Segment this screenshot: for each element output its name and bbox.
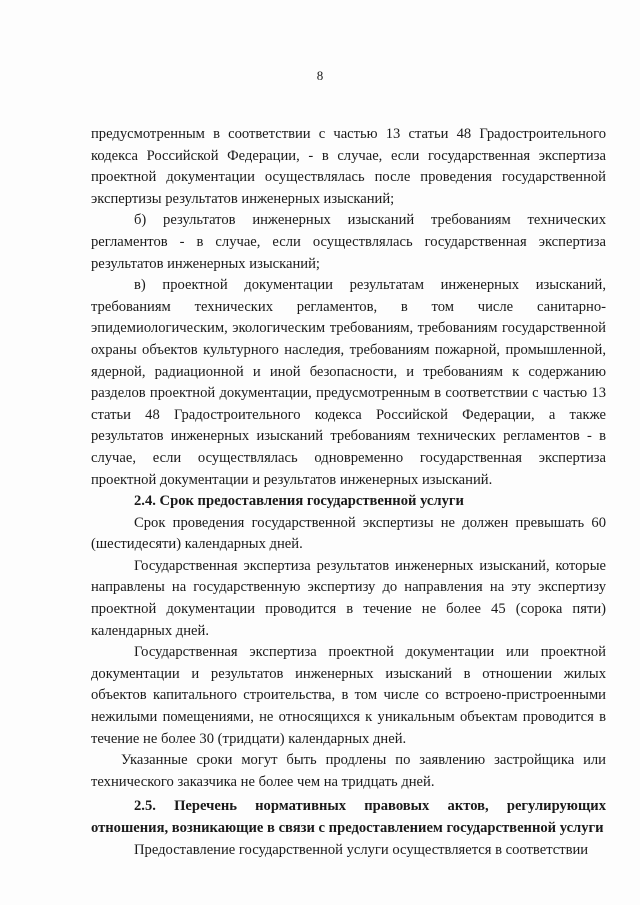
paragraph-term-surveys: Государственная экспертиза результатов инженерных изысканий, которые направлены на государственную экспертизу до направления на эту экспертизу проектной документации проводится в течение не более 45 (сорока пяти) календарных дней. bbox=[91, 557, 606, 639]
paragraph-term-general: Срок проведения государственной экспертизы не должен превышать 60 (шестидесяти) календарных дней. bbox=[91, 514, 606, 553]
paragraph-regulation-start: Предоставление государственной услуги осуществляется в соответствии bbox=[134, 841, 589, 858]
paragraph-continuation: предусмотренным в соответствии с частью 13 статьи 48 Градостроительного кодекса Российской Федерации, - в случае, если государственная экспертиза проектной документации осуществлялась после проведения государственной экспертизы результатов инженерных изысканий; bbox=[91, 126, 606, 207]
paragraph-term-housing: Государственная экспертиза проектной документации или проектной документации и результатов инженерных изысканий в отношении жилых объектов капитального строительства, в том числе со встроено-пристроенными нежилыми помещениями, не относящихся к уникальным объектам проводится в течение не более 30 (тридцати) календарных дней. bbox=[91, 644, 606, 747]
page-number: 8 bbox=[316, 68, 324, 83]
section-heading-2-4: 2.4. Срок предоставления государственной услуги bbox=[134, 493, 464, 510]
section-heading-2-5: 2.5. Перечень нормативных правовых актов, регулирующих отношения, возникающие в связи с предоставлением государственной услуги bbox=[91, 798, 606, 836]
document-body bbox=[91, 124, 606, 861]
paragraph-item-v: в) проектной документации результатам инженерных изысканий, требованиям технических регламентов, в том числе санитарно-эпидемиологическим, экологическим требованиям, требованиям государственной охраны объектов культурного наследия, требованиям пожарной, промышленной, ядерной, радиационной и иной безопасности, и требованиям к содержанию разделов проектной документации, предусмотренным в соответствии с частью 13 статьи 48 Градостроительного кодекса Российской Федерации, а также результатов инженерных изысканий требованиям технических регламентов - в случае, если осуществлялась одновременно государственная экспертиза проектной документации и результатов инженерных изысканий. bbox=[91, 277, 606, 488]
paragraph-item-b: б) результатов инженерных изысканий требованиям технических регламентов - в случае, если осуществлялась государственная экспертиза результатов инженерных изысканий; bbox=[91, 212, 606, 272]
paragraph-term-extension: Указанные сроки могут быть продлены по заявлению застройщика или технического заказчика не более чем на тридцать дней. bbox=[91, 752, 606, 790]
